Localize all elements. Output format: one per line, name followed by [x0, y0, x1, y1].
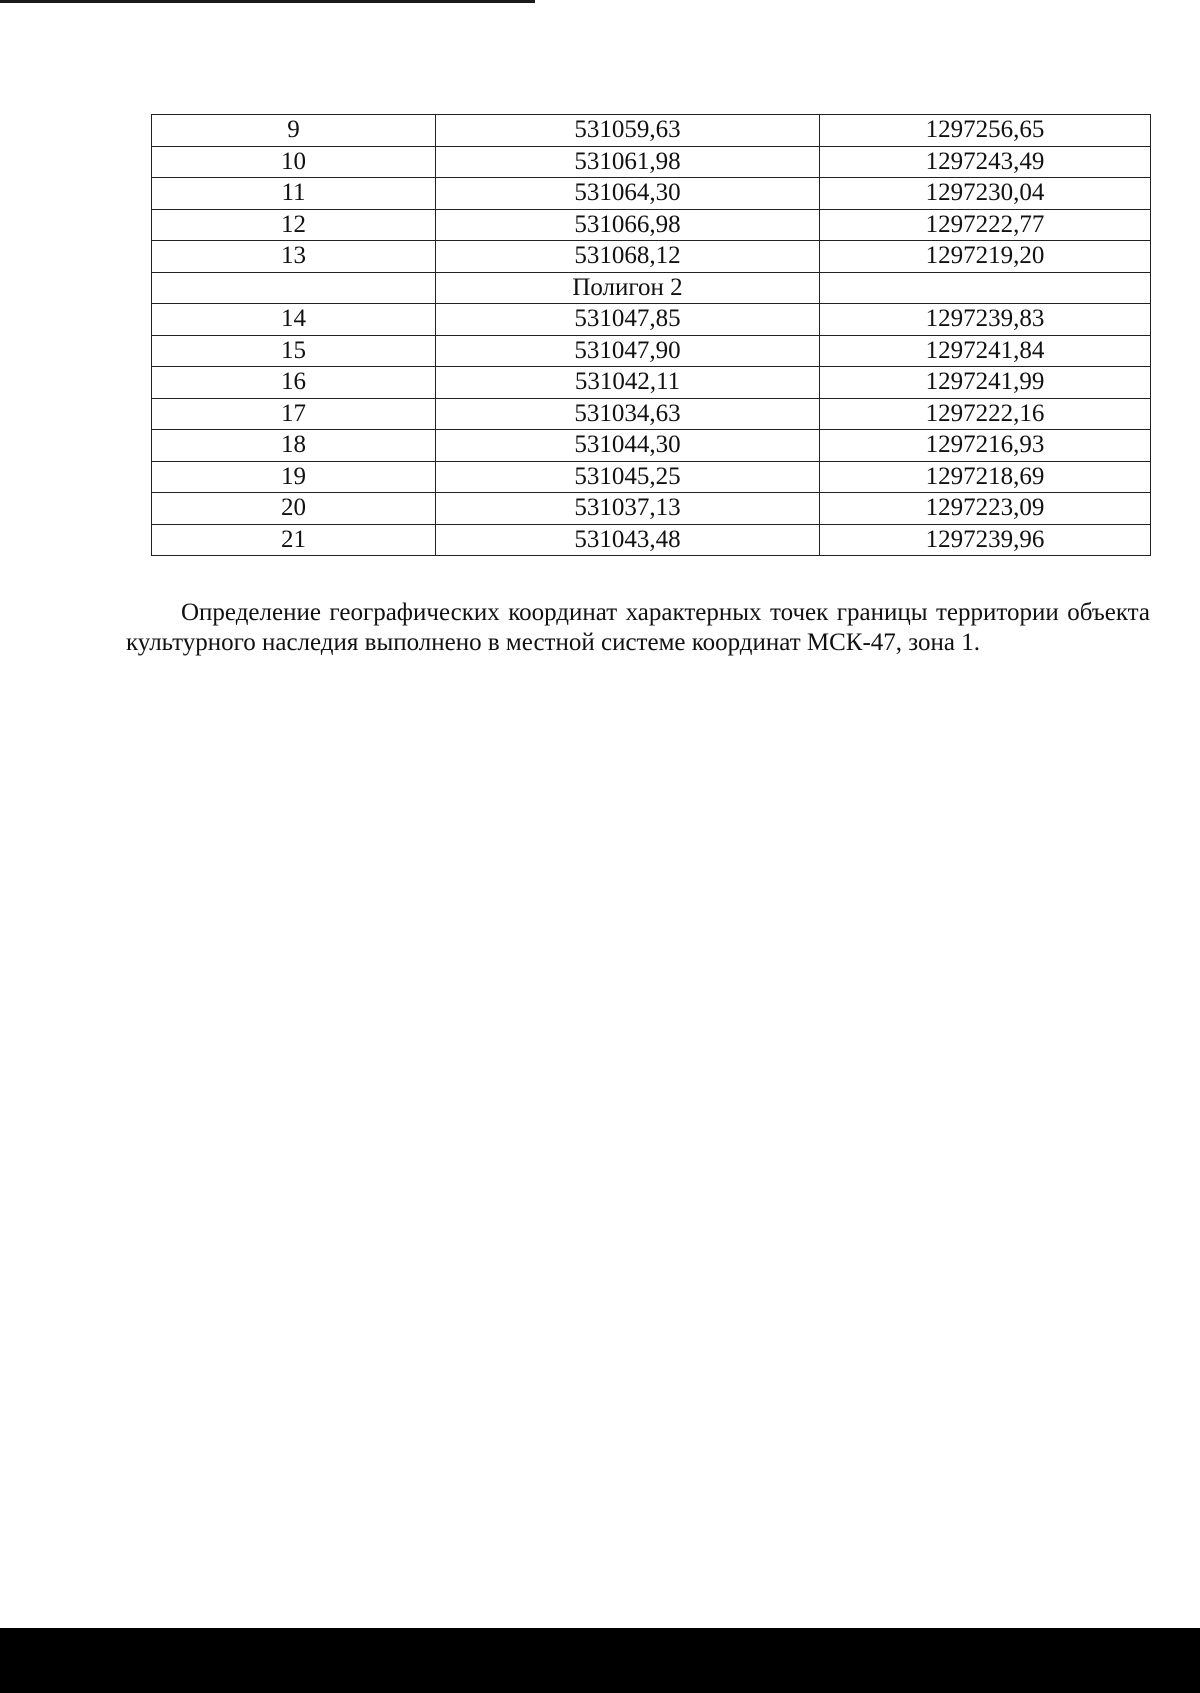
table-row [152, 209, 1151, 241]
table-row [152, 146, 1151, 178]
scan-top-edge [0, 0, 535, 3]
table-row [152, 367, 1151, 399]
coordinates-table [151, 114, 1151, 556]
y-coordinate-cell: 1297239,83 [820, 304, 1151, 336]
table-row [152, 398, 1151, 430]
x-coordinate-cell: 531047,85 [436, 304, 820, 336]
table-row [152, 524, 1151, 556]
x-coordinate-cell: 531066,98 [436, 209, 820, 241]
x-coordinate-cell: 531061,98 [436, 146, 820, 178]
x-coordinate-cell: 531068,12 [436, 241, 820, 273]
y-coordinate-cell [820, 272, 1151, 304]
point-number-cell: 14 [152, 304, 436, 336]
polygon-header-row [152, 272, 1151, 304]
point-number-cell: 18 [152, 430, 436, 462]
table-row [152, 115, 1151, 147]
y-coordinate-cell: 1297256,65 [820, 115, 1151, 147]
y-coordinate-cell: 1297222,16 [820, 398, 1151, 430]
y-coordinate-cell: 1297219,20 [820, 241, 1151, 273]
point-number-cell: 21 [152, 524, 436, 556]
x-coordinate-cell: 531047,90 [436, 335, 820, 367]
y-coordinate-cell: 1297243,49 [820, 146, 1151, 178]
x-coordinate-cell: 531044,30 [436, 430, 820, 462]
point-number-cell [152, 272, 436, 304]
y-coordinate-cell: 1297230,04 [820, 178, 1151, 210]
x-coordinate-cell: 531045,25 [436, 461, 820, 493]
table-row [152, 304, 1151, 336]
point-number-cell: 15 [152, 335, 436, 367]
point-number-cell: 20 [152, 493, 436, 525]
point-number-cell: 11 [152, 178, 436, 210]
table-row [152, 430, 1151, 462]
table-row [152, 335, 1151, 367]
point-number-cell: 9 [152, 115, 436, 147]
table-row [152, 493, 1151, 525]
point-number-cell: 12 [152, 209, 436, 241]
point-number-cell: 13 [152, 241, 436, 273]
y-coordinate-cell: 1297222,77 [820, 209, 1151, 241]
y-coordinate-cell: 1297239,96 [820, 524, 1151, 556]
y-coordinate-cell: 1297223,09 [820, 493, 1151, 525]
y-coordinate-cell: 1297218,69 [820, 461, 1151, 493]
y-coordinate-cell: 1297216,93 [820, 430, 1151, 462]
point-number-cell: 17 [152, 398, 436, 430]
x-coordinate-cell: 531059,63 [436, 115, 820, 147]
scan-bottom-band [0, 1628, 1200, 1693]
x-coordinate-cell: 531034,63 [436, 398, 820, 430]
point-number-cell: 19 [152, 461, 436, 493]
y-coordinate-cell: 1297241,99 [820, 367, 1151, 399]
point-number-cell: 10 [152, 146, 436, 178]
coordinate-system-note: Определение географических координат характерных точек границы территории объекта культурного наследия выполнено в местной системе координат МСК-47, зона 1. [126, 599, 1150, 656]
x-coordinate-cell: 531043,48 [436, 524, 820, 556]
x-coordinate-cell: 531042,11 [436, 367, 820, 399]
point-number-cell: 16 [152, 367, 436, 399]
table-row [152, 178, 1151, 210]
x-coordinate-cell: 531037,13 [436, 493, 820, 525]
x-coordinate-cell: 531064,30 [436, 178, 820, 210]
y-coordinate-cell: 1297241,84 [820, 335, 1151, 367]
polygon-label-cell: Полигон 2 [436, 272, 820, 304]
table-row [152, 461, 1151, 493]
table-row [152, 241, 1151, 273]
